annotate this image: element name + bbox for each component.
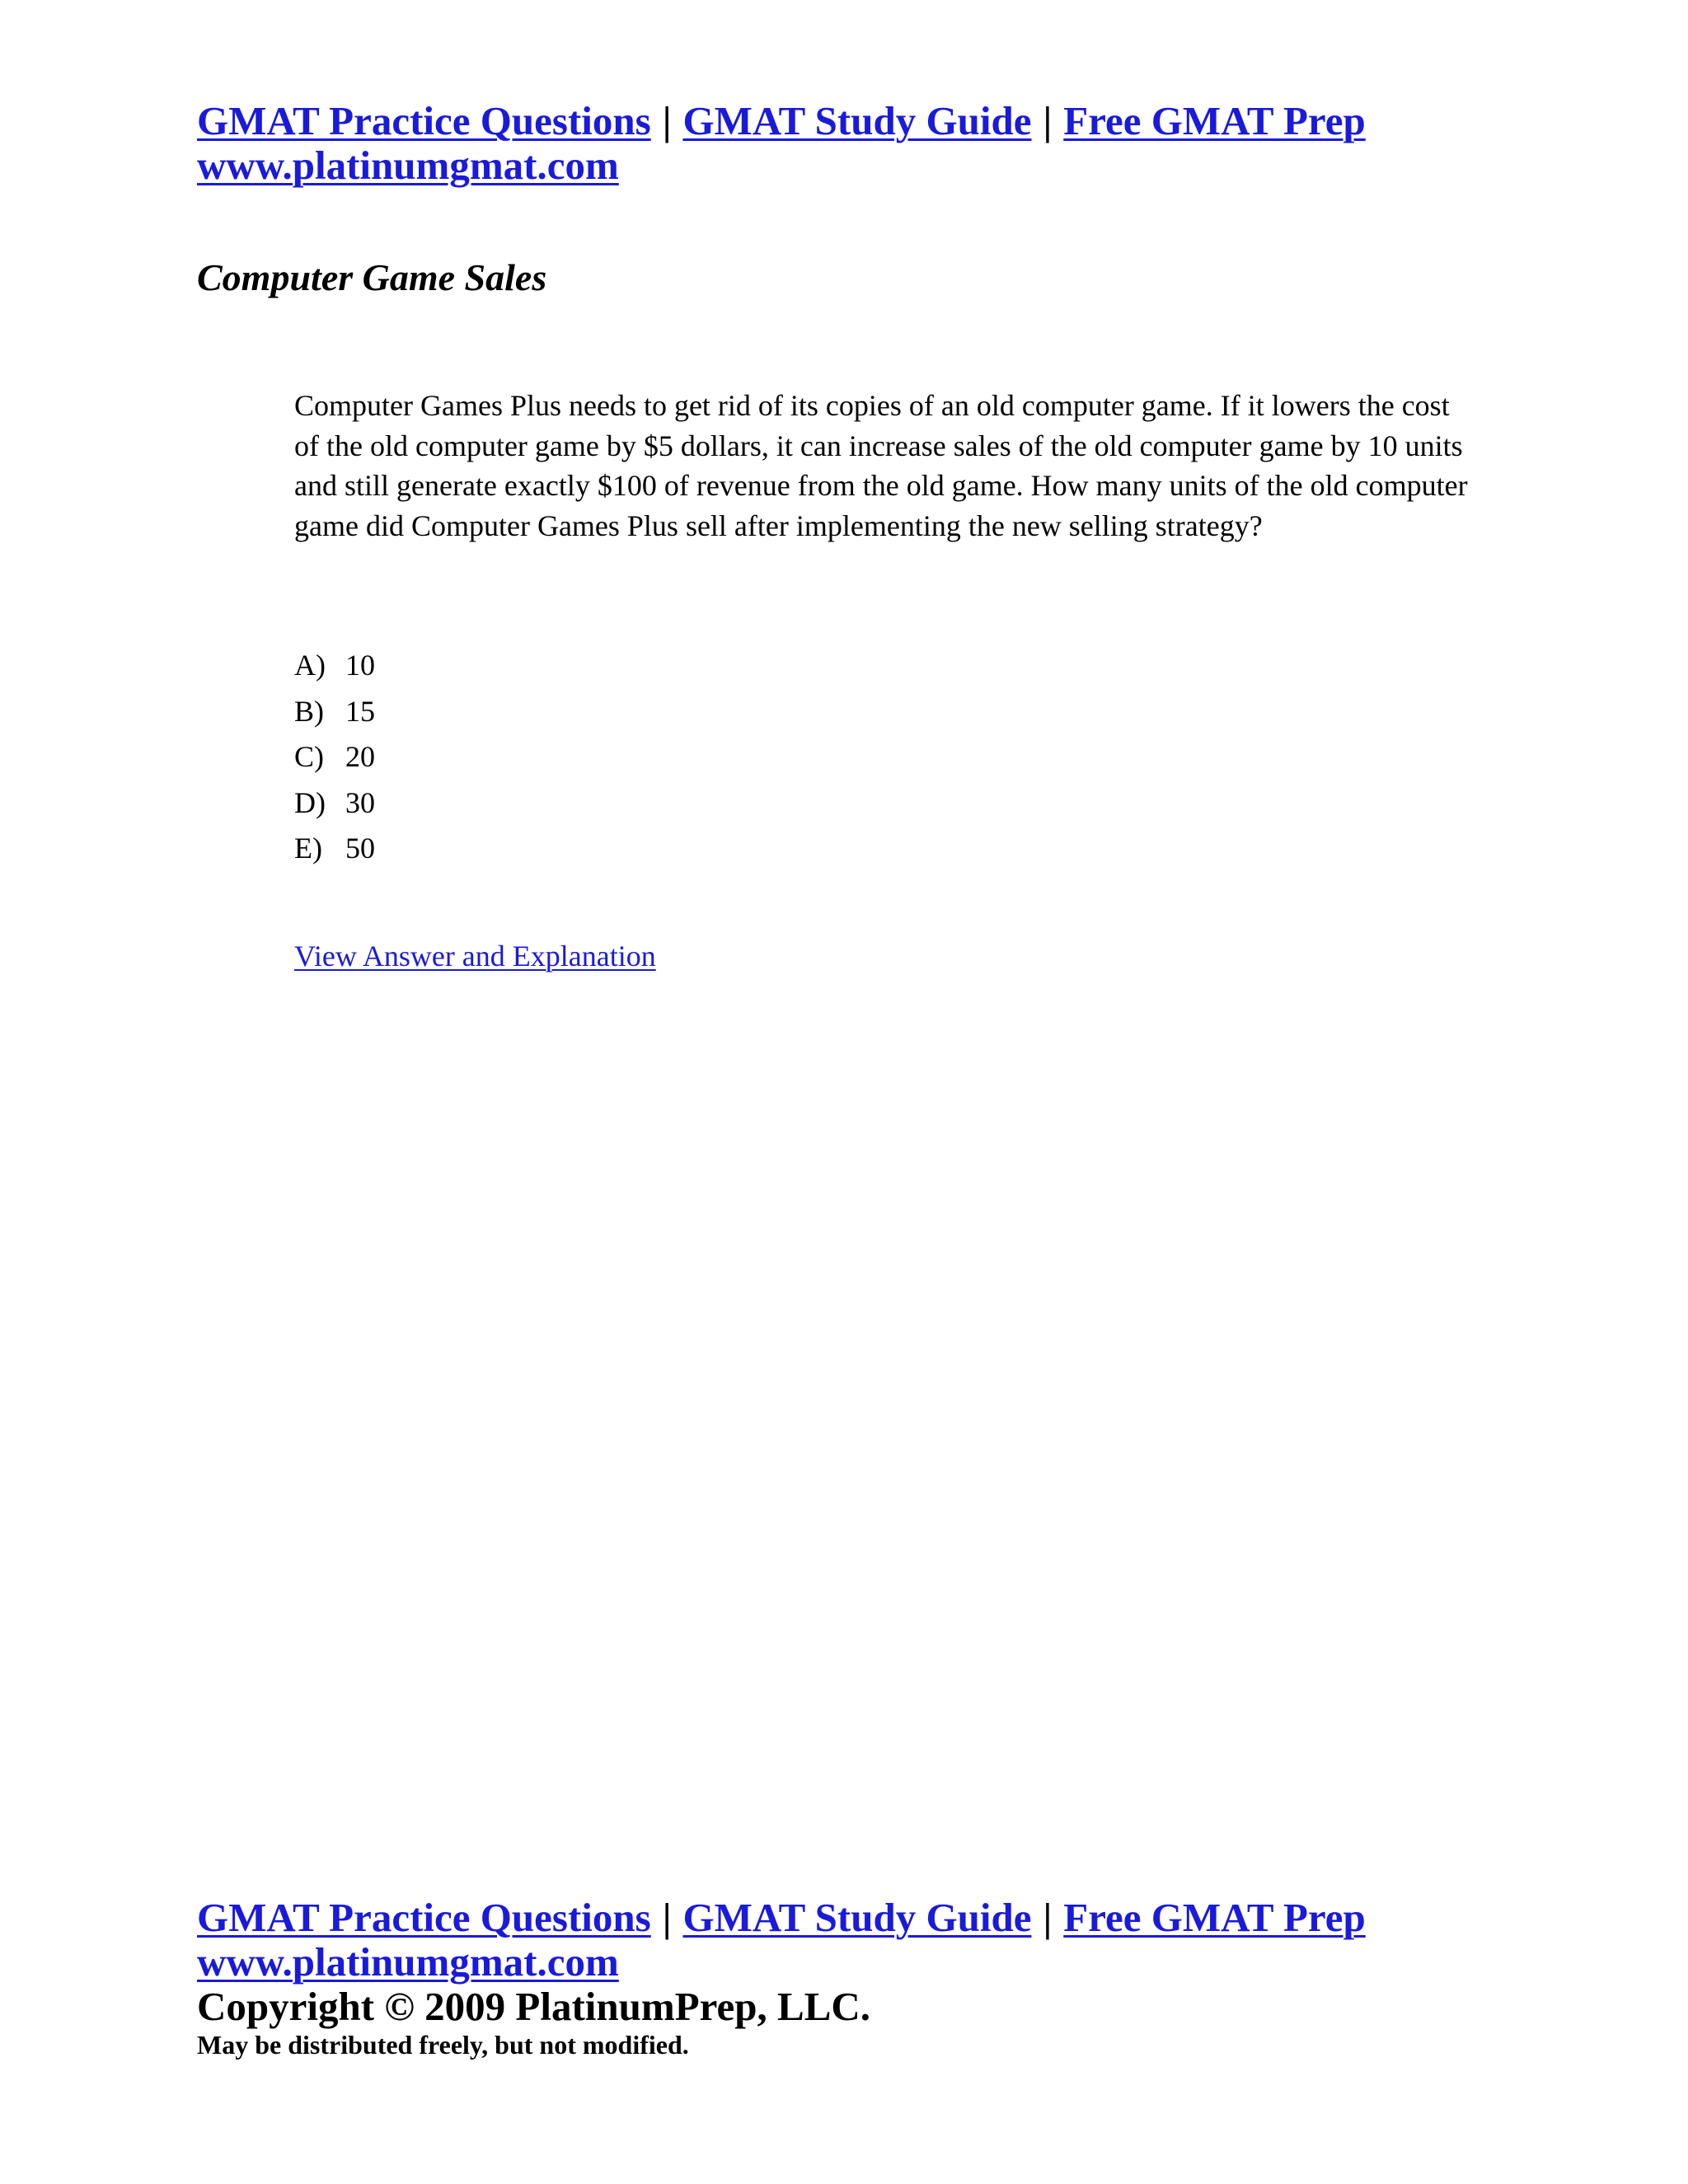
header-site-link[interactable]: www.platinumgmat.com bbox=[197, 143, 619, 188]
page-title: Computer Game Sales bbox=[197, 256, 547, 298]
choice-letter: D) bbox=[294, 785, 326, 819]
choice-c bbox=[294, 734, 375, 780]
answer-choices bbox=[294, 643, 375, 872]
choice-letter: C) bbox=[294, 740, 324, 773]
header-separator: | bbox=[1043, 98, 1053, 143]
question-text: Computer Games Plus needs to get rid of its copies of an old computer game. If it lowers the cost of the old computer game by $5 dollars, it can increase sales of the old computer game by 10 units and still generate exactly $100 of revenue from the old game. How many units of the old computer game did Computer Games Plus sell after implementing the new selling strategy? bbox=[294, 389, 1468, 542]
footer-separator: | bbox=[662, 1895, 672, 1940]
copyright-text: Copyright © 2009 PlatinumPrep, LLC. bbox=[197, 1984, 871, 2029]
choice-value: 10 bbox=[345, 649, 375, 682]
footer-nav bbox=[197, 1896, 1366, 1940]
choice-b bbox=[294, 689, 375, 735]
footer-site-link[interactable]: www.platinumgmat.com bbox=[197, 1939, 619, 1985]
choice-letter: B) bbox=[294, 694, 324, 728]
footer-link-practice-questions[interactable]: GMAT Practice Questions bbox=[197, 1895, 651, 1940]
header-link-study-guide[interactable]: GMAT Study Guide bbox=[682, 98, 1032, 143]
header bbox=[197, 99, 1366, 188]
choice-e bbox=[294, 826, 375, 872]
choice-letter: E) bbox=[294, 832, 322, 865]
view-answer-link[interactable]: View Answer and Explanation bbox=[294, 940, 656, 972]
header-link-free-prep[interactable]: Free GMAT Prep bbox=[1063, 98, 1366, 143]
choice-letter: A) bbox=[294, 649, 326, 682]
header-link-practice-questions[interactable]: GMAT Practice Questions bbox=[197, 98, 651, 143]
footer-link-free-prep[interactable]: Free GMAT Prep bbox=[1063, 1895, 1366, 1940]
header-separator: | bbox=[662, 98, 672, 143]
choice-value: 15 bbox=[345, 694, 375, 728]
footer-link-study-guide[interactable]: GMAT Study Guide bbox=[682, 1895, 1032, 1940]
choice-value: 30 bbox=[345, 785, 375, 819]
distribution-notice: May be distributed freely, but not modified. bbox=[197, 2030, 689, 2060]
view-answer-container bbox=[294, 936, 656, 976]
header-nav bbox=[197, 99, 1366, 143]
footer bbox=[197, 1896, 1366, 2060]
choice-value: 50 bbox=[345, 832, 375, 865]
choice-a bbox=[294, 643, 375, 689]
choice-value: 20 bbox=[345, 740, 375, 773]
choice-d bbox=[294, 780, 375, 827]
footer-separator: | bbox=[1043, 1895, 1053, 1940]
